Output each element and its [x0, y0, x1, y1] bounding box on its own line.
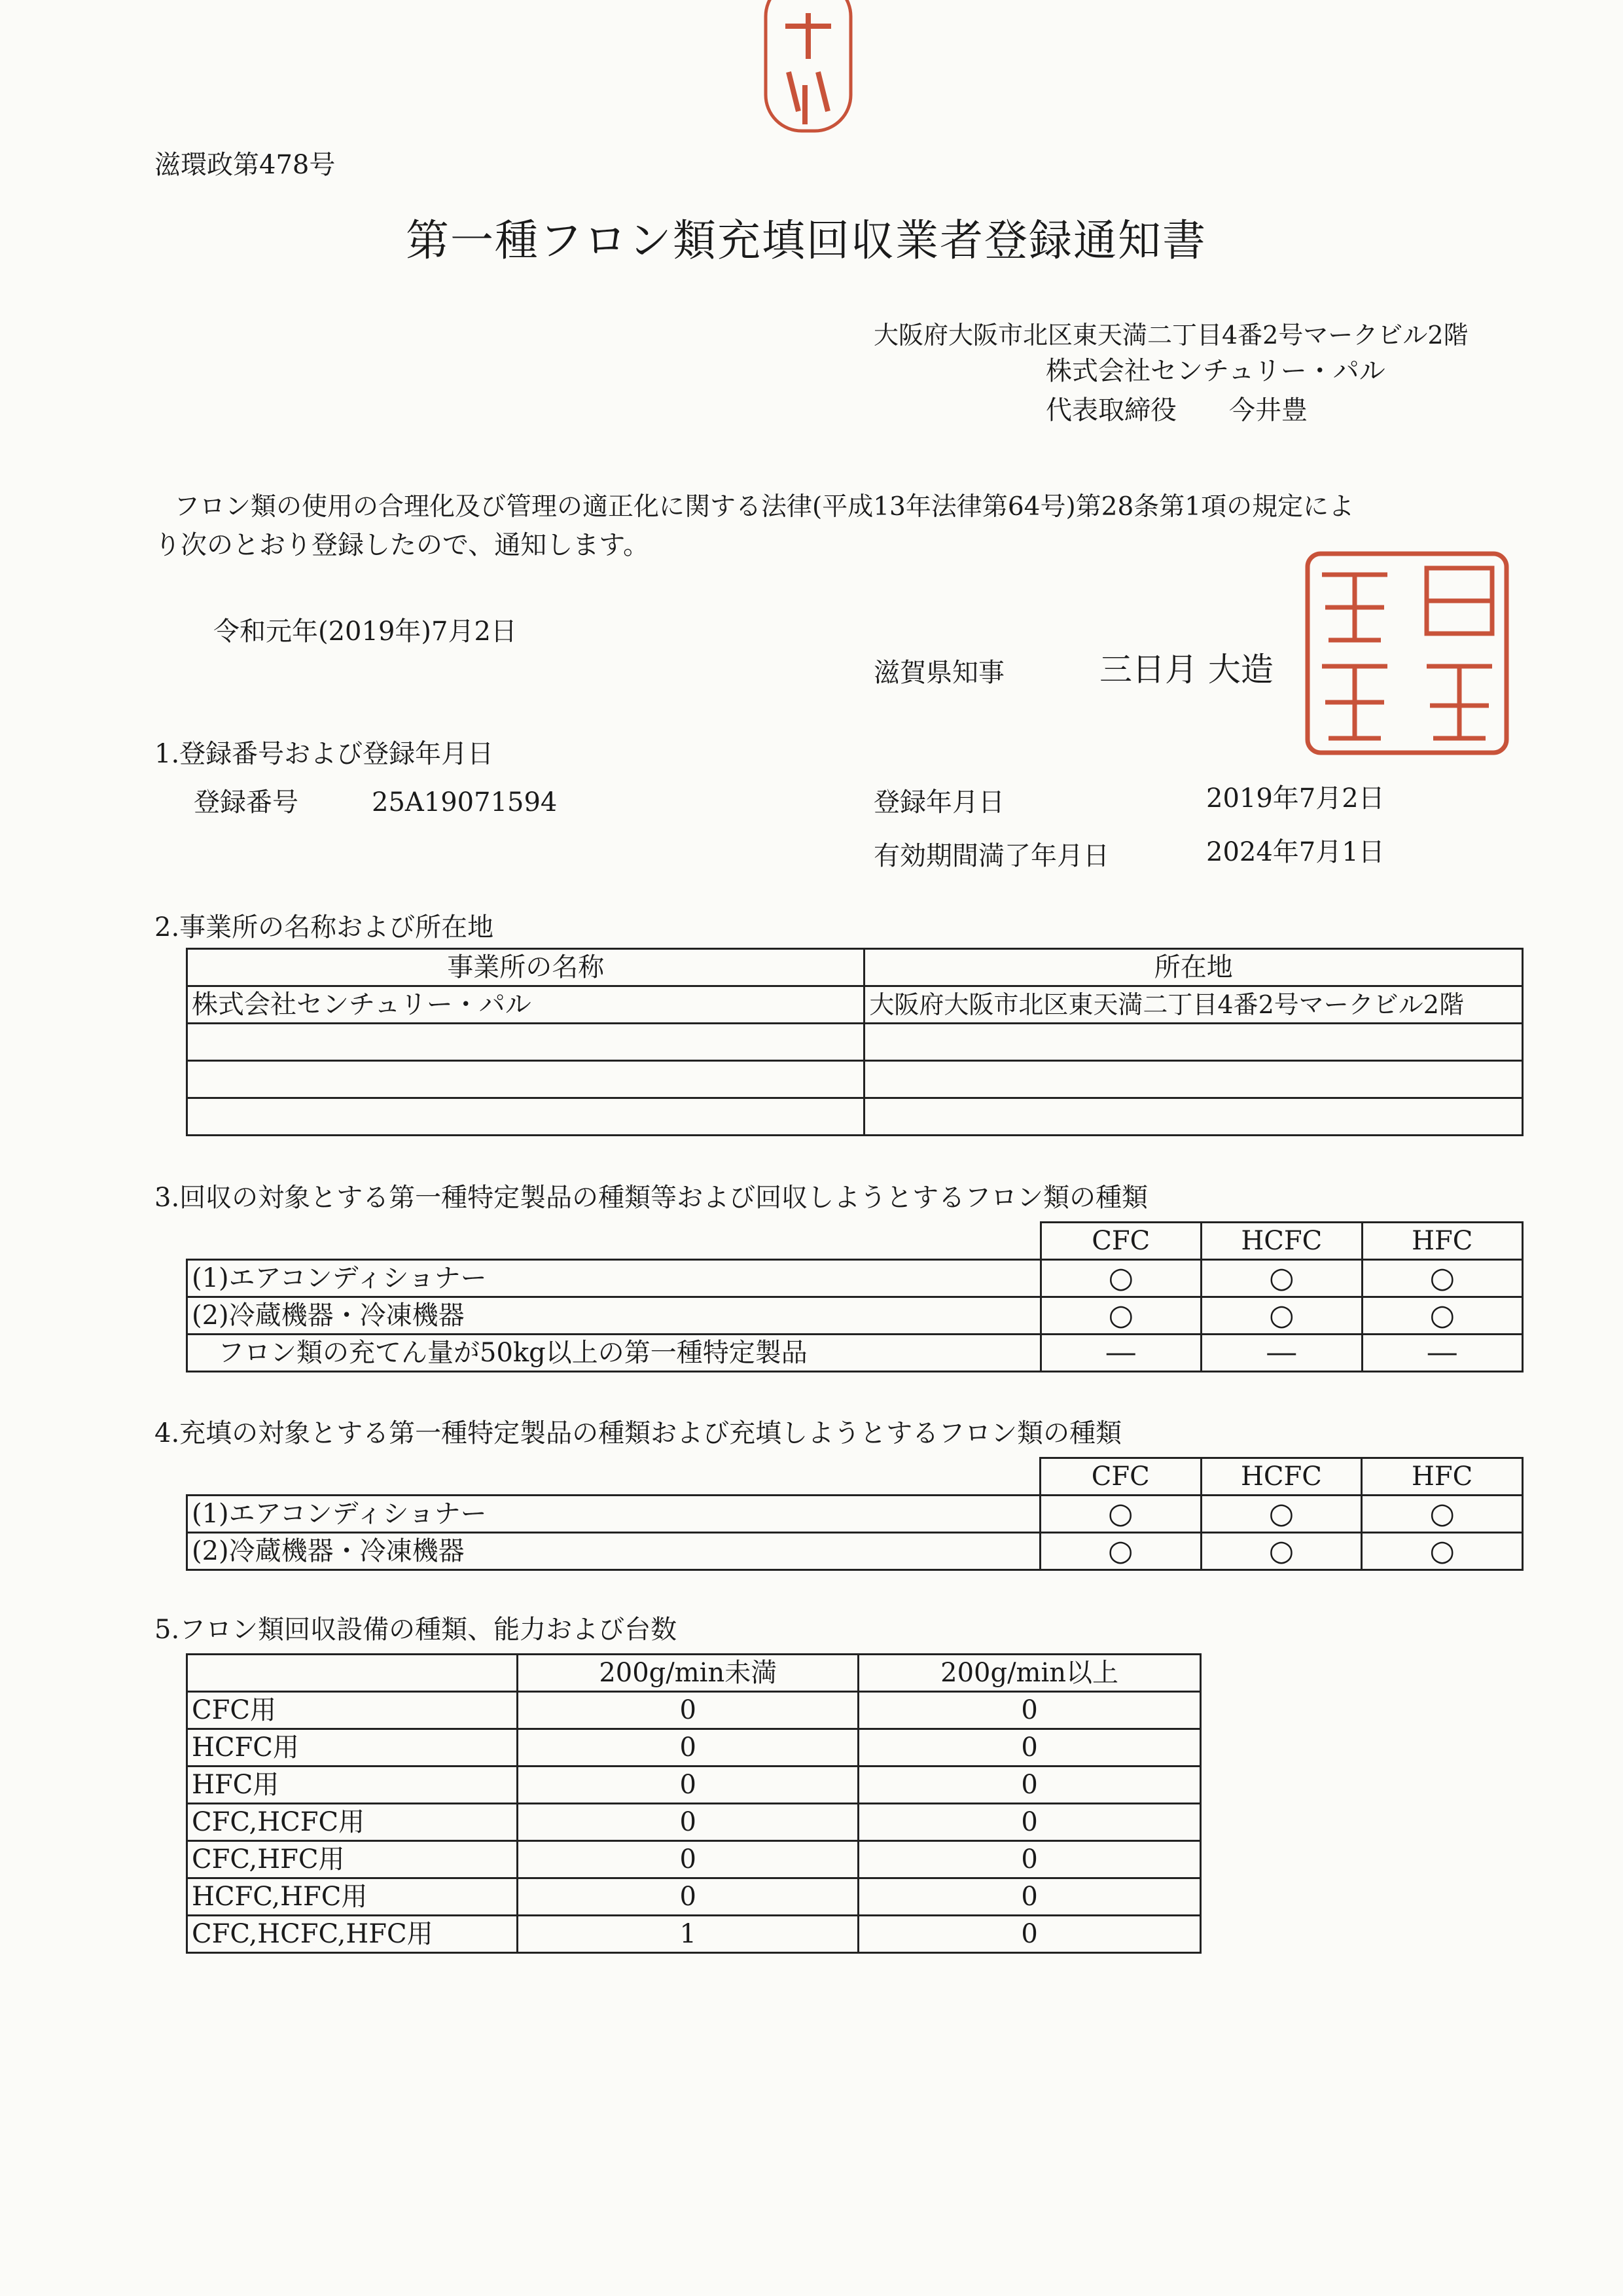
table-row	[187, 1335, 1523, 1372]
header-cell: HCFC	[1201, 1223, 1362, 1260]
body-text-line-2: り次のとおり登録したので、通知します。	[154, 530, 649, 560]
table-row	[187, 1804, 1201, 1841]
office-address-cell	[865, 1024, 1523, 1061]
header-cell: HFC	[1362, 1223, 1522, 1260]
count-under-200-cell: 0	[518, 1767, 859, 1804]
hfc-mark-cell: ○	[1362, 1297, 1522, 1335]
count-over-200-cell: 0	[859, 1729, 1201, 1767]
section4-heading: 4.充填の対象とする第一種特定製品の種類および充填しようとするフロン類の種類	[154, 1418, 1122, 1448]
hcfc-mark-cell: ○	[1201, 1496, 1362, 1533]
equipment-type-cell: (1)エアコンディショナー	[187, 1260, 1041, 1297]
table-row	[187, 1496, 1523, 1533]
hfc-mark-cell: ○	[1362, 1533, 1523, 1570]
cfc-mark-cell: ―	[1041, 1335, 1201, 1372]
count-over-200-cell: 0	[859, 1841, 1201, 1878]
office-address-cell	[865, 1098, 1523, 1136]
table-row	[187, 1533, 1523, 1570]
office-address-cell: 大阪府大阪市北区東天満二丁目4番2号マークビル2階	[865, 986, 1523, 1024]
expiry-date-label: 有効期間満了年月日	[874, 841, 1109, 871]
cfc-mark-cell: ○	[1040, 1496, 1201, 1533]
table-header-row	[187, 1655, 1201, 1692]
equipment-category-cell: CFC,HCFC,HFC用	[187, 1916, 518, 1953]
header-cell: 所在地	[865, 949, 1523, 986]
recipient-representative-name: 今井豊	[1229, 395, 1308, 425]
section2-heading: 2.事業所の名称および所在地	[154, 912, 494, 942]
table-header-row	[187, 1458, 1523, 1496]
table-row	[187, 986, 1523, 1024]
equipment-category-cell: CFC,HCFC用	[187, 1804, 518, 1841]
hcfc-mark-cell: ―	[1201, 1335, 1362, 1372]
section1-heading: 1.登録番号および登録年月日	[154, 739, 494, 769]
table-row	[187, 1878, 1201, 1916]
hfc-mark-cell: ○	[1362, 1496, 1523, 1533]
office-name-cell	[187, 1061, 865, 1098]
recovery-equipment-table	[186, 1653, 1202, 1954]
table-row	[187, 1767, 1201, 1804]
hcfc-mark-cell: ○	[1201, 1260, 1362, 1297]
equipment-type-cell: (1)エアコンディショナー	[187, 1496, 1041, 1533]
table-row	[187, 1729, 1201, 1767]
count-under-200-cell: 0	[518, 1804, 859, 1841]
count-under-200-cell: 0	[518, 1692, 859, 1729]
hfc-mark-cell: ○	[1362, 1260, 1522, 1297]
header-cell: HCFC	[1201, 1458, 1362, 1496]
registration-date-label: 登録年月日	[874, 787, 1005, 817]
header-cell: HFC	[1362, 1458, 1523, 1496]
header-cell: 事業所の名称	[187, 949, 865, 986]
table-row	[187, 1916, 1201, 1953]
count-under-200-cell: 1	[518, 1916, 859, 1953]
count-under-200-cell: 0	[518, 1841, 859, 1878]
office-name-cell	[187, 1098, 865, 1136]
filling-target-table	[186, 1457, 1524, 1571]
table-row	[187, 1841, 1201, 1878]
header-cell: 200g/min未満	[518, 1655, 859, 1692]
count-over-200-cell: 0	[859, 1767, 1201, 1804]
table-row	[187, 1098, 1523, 1136]
recipient-representative-title: 代表取締役	[1046, 395, 1177, 425]
header-cell: 200g/min以上	[859, 1655, 1201, 1692]
table-header-row	[187, 1223, 1523, 1260]
header-cell: CFC	[1040, 1458, 1201, 1496]
registration-number: 25A19071594	[372, 787, 558, 817]
count-over-200-cell: 0	[859, 1804, 1201, 1841]
document-title: 第一種フロン類充填回収業者登録通知書	[406, 215, 1207, 266]
expiry-date: 2024年7月1日	[1206, 837, 1385, 867]
body-text-line-1: フロン類の使用の合理化及び管理の適正化に関する法律(平成13年法律第64号)第28条第1項の規定によ	[174, 492, 1355, 522]
equipment-category-cell: HCFC,HFC用	[187, 1878, 518, 1916]
hcfc-mark-cell: ○	[1201, 1533, 1362, 1570]
table-header-row	[187, 949, 1523, 986]
document-number: 滋環政第478号	[154, 150, 336, 180]
hfc-mark-cell: ―	[1362, 1335, 1522, 1372]
equipment-category-cell: HCFC用	[187, 1729, 518, 1767]
registration-number-label: 登録番号	[194, 787, 298, 817]
table-row	[187, 1024, 1523, 1061]
table-row	[187, 1692, 1201, 1729]
header-cell: CFC	[1041, 1223, 1201, 1260]
issuer-name: 三日月 大造	[1099, 651, 1274, 689]
recipient-address: 大阪府大阪市北区東天満二丁目4番2号マークビル2階	[874, 321, 1469, 350]
table-row	[187, 1260, 1523, 1297]
recipient-company: 株式会社センチュリー・パル	[1046, 356, 1385, 386]
office-name-cell	[187, 1024, 865, 1061]
header-cell	[187, 1458, 1041, 1496]
equipment-category-cell: HFC用	[187, 1767, 518, 1804]
section3-heading: 3.回収の対象とする第一種特定製品の種類等および回収しようとするフロン類の種類	[154, 1183, 1149, 1213]
cfc-mark-cell: ○	[1041, 1297, 1201, 1335]
count-under-200-cell: 0	[518, 1729, 859, 1767]
equipment-category-cell: CFC用	[187, 1692, 518, 1729]
recovery-target-table	[186, 1221, 1524, 1372]
office-table	[186, 948, 1524, 1136]
header-cell	[187, 1655, 518, 1692]
equipment-type-cell: (2)冷蔵機器・冷凍機器	[187, 1297, 1041, 1335]
count-over-200-cell: 0	[859, 1878, 1201, 1916]
cfc-mark-cell: ○	[1040, 1533, 1201, 1570]
count-under-200-cell: 0	[518, 1878, 859, 1916]
registration-date: 2019年7月2日	[1206, 783, 1385, 814]
table-row	[187, 1297, 1523, 1335]
issue-date: 令和元年(2019年)7月2日	[213, 617, 517, 647]
hcfc-mark-cell: ○	[1201, 1297, 1362, 1335]
count-over-200-cell: 0	[859, 1692, 1201, 1729]
cfc-mark-cell: ○	[1041, 1260, 1201, 1297]
count-over-200-cell: 0	[859, 1916, 1201, 1953]
issuer-title: 滋賀県知事	[874, 658, 1005, 688]
table-row	[187, 1061, 1523, 1098]
governor-seal-stamp	[1302, 548, 1512, 758]
header-cell	[187, 1223, 1041, 1260]
top-seal-stamp	[759, 0, 857, 137]
office-name-cell: 株式会社センチュリー・パル	[187, 986, 865, 1024]
equipment-type-cell: (2)冷蔵機器・冷凍機器	[187, 1533, 1041, 1570]
equipment-type-cell: フロン類の充てん量が50kg以上の第一種特定製品	[187, 1335, 1041, 1372]
section5-heading: 5.フロン類回収設備の種類、能力および台数	[154, 1615, 677, 1645]
equipment-category-cell: CFC,HFC用	[187, 1841, 518, 1878]
office-address-cell	[865, 1061, 1523, 1098]
